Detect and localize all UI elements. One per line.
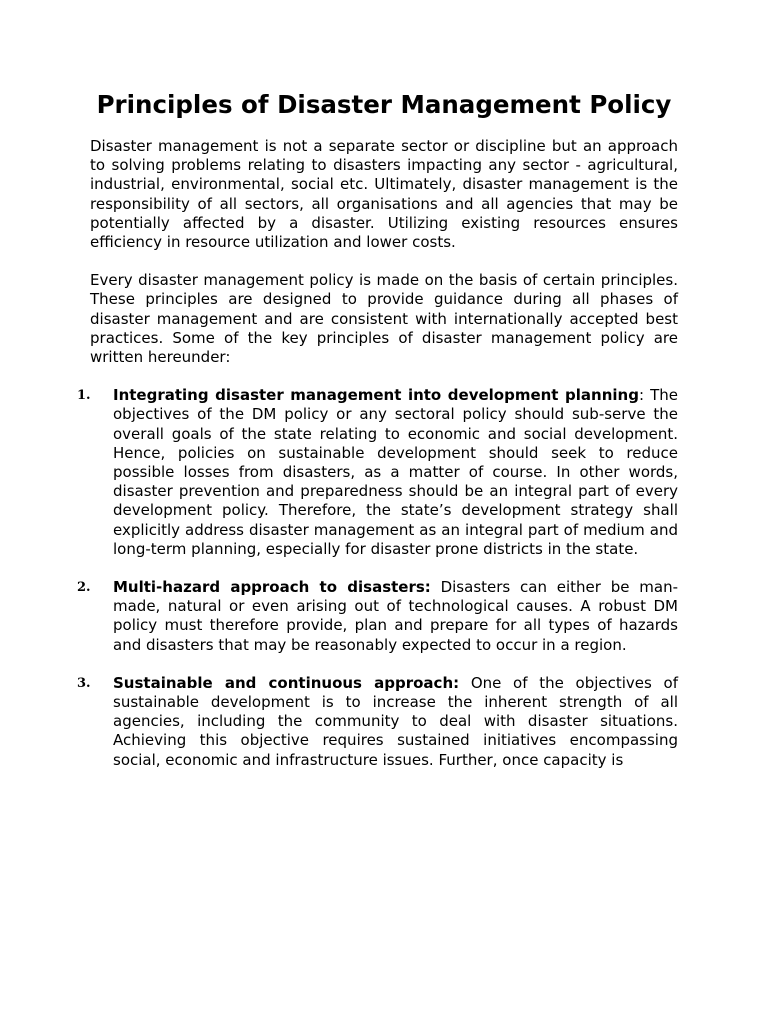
principle-text: The objectives of the DM policy or any sectoral policy should sub-serve the overall goals of the state relating to economic and social development. Hence, policies on sustainable development should seek to reduce possible losses from disasters, as a matter of course. In other words, disaster prevention and preparedness should be an integral part of every development policy. Therefore, the state’s development strategy shall explicitly address disaster management as an integral part of medium and long-term planning, especially for disaster prone districts in the state.: [113, 386, 679, 558]
list-item: [77, 673, 678, 770]
principle-text: One of the objectives of sustainable development is to increase the inherent strength of all agencies, including the community to deal with disaster situations. Achieving this objective requires sustained initiatives encompassing social, economic and infrastructure issues. Further, once capacity is: [113, 673, 678, 769]
principles-intro-paragraph: Every disaster management policy is made on the basis of certain principles. These principles are designed to provide guidance during all phases of disaster management and are consistent with internationally accepted best practices. Some of the key principles of disaster management policy are written hereunder:: [90, 271, 678, 367]
page-title: Principles of Disaster Management Policy: [96, 90, 672, 119]
list-number: 1.: [77, 388, 91, 404]
principle-heading: Sustainable and continuous approach:: [113, 673, 460, 692]
principle-text: Disasters can either be man-made, natural or even arising out of technological causes. A robust DM policy must therefore provide, plan and prepare for all types of hazards and disasters that may be reasonably expected to occur in a region.: [113, 578, 678, 654]
document-page: [77, 88, 679, 789]
principles-list: [77, 386, 679, 770]
heading-separator: :: [638, 386, 651, 405]
principle-heading: Integrating disaster management into development planning: [113, 386, 639, 405]
list-item: [77, 578, 678, 655]
principle-heading: Multi-hazard approach to disasters:: [113, 578, 431, 597]
heading-separator: [431, 578, 441, 596]
heading-separator: [459, 674, 471, 692]
list-number: 2.: [77, 580, 91, 596]
list-item: [77, 386, 679, 559]
intro-paragraph: Disaster management is not a separate sector or discipline but an approach to solving problems relating to disasters impacting any sector - agricultural, industrial, environmental, social etc. Ultimately, disaster management is the responsibility of all sectors, all organisations and all agencies that may be potentially affected by a disaster. Utilizing existing resources ensures efficiency in resource utilization and lower costs.: [90, 137, 678, 252]
list-number: 3.: [77, 675, 91, 691]
